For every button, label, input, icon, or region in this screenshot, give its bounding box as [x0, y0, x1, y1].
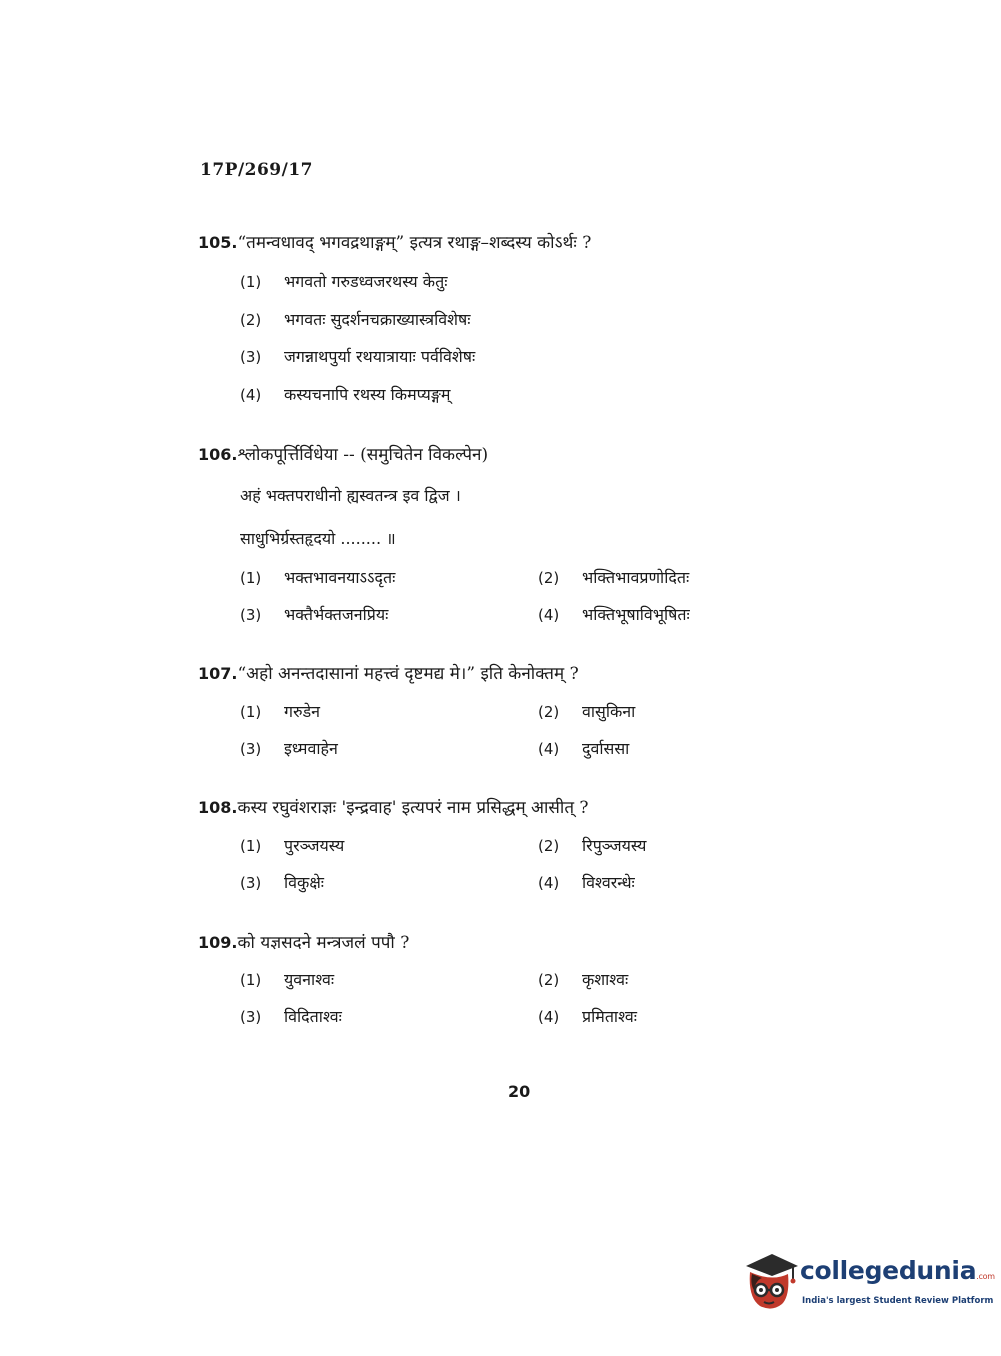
option-text: कस्यचनापि रथस्य किमप्यङ्गम् [284, 385, 451, 404]
logo-wordmark [800, 1256, 995, 1285]
option-text: भक्तैर्भक्तजनप्रियः [284, 605, 389, 624]
option [240, 1005, 342, 1027]
question-number: 106. [198, 445, 238, 464]
option-number: (2) [538, 837, 560, 855]
option-number: (1) [240, 837, 262, 855]
verse-line: साधुभिर्ग्रस्तहृदयो ........ ॥ [240, 529, 396, 548]
option-text: जगन्नाथपुर्या रथयात्रायाः पर्वविशेषः [284, 347, 476, 366]
option [240, 737, 338, 759]
option-text: कृशाश्वः [582, 970, 629, 989]
option-number: (1) [240, 703, 262, 721]
question-text: “अहो अनन्तदासानां महत्त्वं दृष्टमद्य मे।” इति केनोक्तम् ? [237, 664, 579, 684]
option-number: (4) [538, 874, 560, 892]
option [538, 1005, 637, 1027]
logo-name: collegedunia [800, 1256, 977, 1285]
option-text: रिपुञ्जयस्य [582, 836, 647, 855]
option-text: पुरञ्जयस्य [284, 836, 345, 855]
option-number: (2) [538, 569, 560, 587]
option-text: विदिताश्वः [284, 1007, 342, 1026]
question-108 [198, 795, 589, 818]
option-text: गरुडेन [284, 702, 321, 721]
question-number: 107. [198, 664, 238, 683]
question-text: “तमन्वधावद् भगवद्रथाङ्गम्” इत्यत्र रथाङ्ग–शब्दस्य कोऽर्थः ? [237, 233, 592, 253]
question-text: को यज्ञसदने मन्त्रजलं पपौ ? [237, 933, 410, 953]
option-text: भक्तिभावप्रणोदितः [582, 568, 690, 587]
option-text: भक्तभावनयाऽऽदृतः [284, 568, 396, 587]
page-number: 20 [508, 1082, 531, 1101]
option-number: (2) [240, 311, 262, 329]
option [538, 737, 629, 759]
option [240, 308, 471, 330]
paper-code: 17P/269/17 [200, 160, 314, 180]
option-text: इध्मवाहेन [284, 739, 338, 758]
option [538, 871, 635, 893]
option-number: (1) [240, 971, 262, 989]
option-number: (2) [538, 703, 560, 721]
option-number: (3) [240, 1008, 262, 1026]
option-number: (4) [240, 386, 262, 404]
question-number: 108. [198, 798, 238, 817]
logo-suffix: .com [976, 1272, 995, 1281]
verse-line: अहं भक्तपराधीनो ह्यस्वतन्त्र इव द्विज । [240, 486, 461, 505]
question-107 [198, 661, 579, 684]
option [538, 700, 635, 722]
option [538, 968, 628, 990]
option-text: विश्वरन्धेः [582, 873, 635, 892]
option-number: (4) [538, 740, 560, 758]
option-text: युवनाश्वः [284, 970, 335, 989]
option-text: भगवतः सुदर्शनचक्राख्यास्त्रविशेषः [284, 310, 471, 329]
option-number: (1) [240, 569, 262, 587]
option-number: (3) [240, 740, 262, 758]
option [240, 383, 450, 405]
question-number: 109. [198, 933, 238, 952]
question-text: कस्य रघुवंशराज्ञः 'इन्द्रवाह' इत्यपरं नाम प्रसिद्धम् आसीत् ? [237, 798, 589, 818]
question-106 [198, 442, 488, 465]
option [538, 603, 690, 625]
option [240, 566, 395, 588]
question-text: श्लोकपूर्त्तिर्विधेया -- (समुचितेन विकल्पेन) [237, 445, 489, 465]
option-text: वासुकिना [582, 702, 636, 721]
option-number: (3) [240, 348, 262, 366]
option-text: प्रमिताश्वः [582, 1007, 638, 1026]
option [240, 603, 388, 625]
option-text: भक्तिभूषाविभूषितः [582, 605, 690, 624]
option [240, 968, 334, 990]
collegedunia-logo [742, 1250, 995, 1314]
option-number: (4) [538, 1008, 560, 1026]
logo-tagline: India's largest Student Review Platform [802, 1296, 994, 1306]
option-text: भगवतो गरुडध्वजरथस्य केतुः [284, 272, 448, 291]
option [240, 270, 447, 292]
question-number: 105. [198, 233, 238, 252]
mascot-icon [742, 1250, 800, 1314]
option-number: (1) [240, 273, 262, 291]
option-number: (3) [240, 606, 262, 624]
option-text: दुर्वाससा [582, 739, 630, 758]
option [240, 700, 320, 722]
option [240, 834, 344, 856]
question-109 [198, 930, 409, 953]
option-number: (2) [538, 971, 560, 989]
question-105 [198, 230, 591, 253]
option [538, 566, 689, 588]
option-number: (3) [240, 874, 262, 892]
option [240, 345, 475, 367]
option [240, 871, 324, 893]
option-text: विकुक्षेः [284, 873, 325, 892]
option [538, 834, 646, 856]
option-number: (4) [538, 606, 560, 624]
